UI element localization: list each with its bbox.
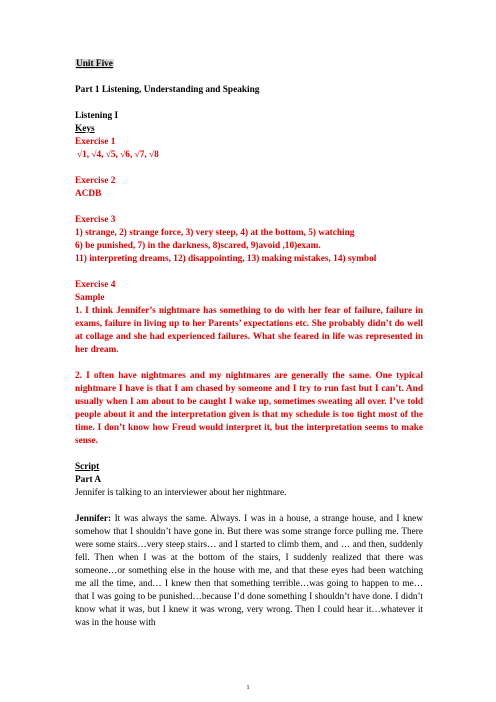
- exercise-4-answer-2: 2. I often have nightmares and my nightmares are generally the same. One typical nightmare I have is that I am chased by someone and I try to run fast but I can’t. And usually when I am about to be caught I wake up, sometimes sweating all over. I’ve told people about it and the interpretation given is that my schedule is too tight most of the time. I don’t know how Freud would interpret it, but the interpretation seems to make sense.: [75, 371, 423, 446]
- exercise-4-answer-1: 1. I think Jennifer’s nightmare has something to do with her fear of failure, failure in exams, failure in living up to her Parents’ expectations etc. She probably didn’t do well at collage and she had experienced failures. What she feared in life was represented in her dream.: [75, 306, 423, 355]
- speaker-text: It was always the same. Always. I was in a house, a strange house, and I knew somehow that I shouldn’t have gone in. But there was some strange force pulling me. There were some stairs…very steep stairs… and I started to climb them, and … and then, suddenly fell. Then when I was at the bottom of the stairs, I suddenly realized that there was someone…or something else in the house with me, and that these eyes had been watching me all the time, and… I knew then that something terrible…was going to happen to me…that I was going to be punished…because I’d done something I shouldn’t have done. I didn’t know what it was, but I knew it was wrong, very wrong. Then I could hear it…whatever it was in the house with: [75, 514, 423, 628]
- document-content: [75, 58, 423, 630]
- script-intro: Jennifer is talking to an interviewer about her nightmare.: [75, 488, 287, 498]
- exercise-1-title: Exercise 1: [75, 137, 116, 147]
- part-title: Part 1 Listening, Understanding and Speaking: [75, 85, 260, 95]
- exercise-1-answers: √1, √4, √5, √6, √7, √8: [77, 150, 159, 160]
- script-dialogue: [75, 513, 423, 630]
- script-heading: Script: [75, 462, 100, 472]
- exercise-4-sample-label: Sample: [75, 293, 105, 303]
- keys-heading: Keys: [75, 124, 95, 134]
- exercise-4-title: Exercise 4: [75, 280, 116, 290]
- exercise-2-answers: ACDB: [75, 189, 102, 199]
- exercise-3-title: Exercise 3: [75, 215, 116, 225]
- exercise-2-title: Exercise 2: [75, 176, 116, 186]
- page-number: 1: [246, 684, 250, 691]
- unit-title: Unit Five: [76, 59, 113, 69]
- exercise-3-line: 1) strange, 2) strange force, 3) very steep, 4) at the bottom, 5) watching: [75, 228, 355, 238]
- speaker-label: Jennifer:: [75, 514, 112, 524]
- script-part-a: Part A: [75, 475, 102, 485]
- exercise-3-line: 11) interpreting dreams, 12) disappointing, 13) making mistakes, 14) symbol: [75, 254, 377, 264]
- exercise-3-line: 6) be punished, 7) in the darkness, 8)scared, 9)avoid ,10)exam.: [75, 241, 321, 251]
- listening-heading: Listening I: [75, 111, 119, 121]
